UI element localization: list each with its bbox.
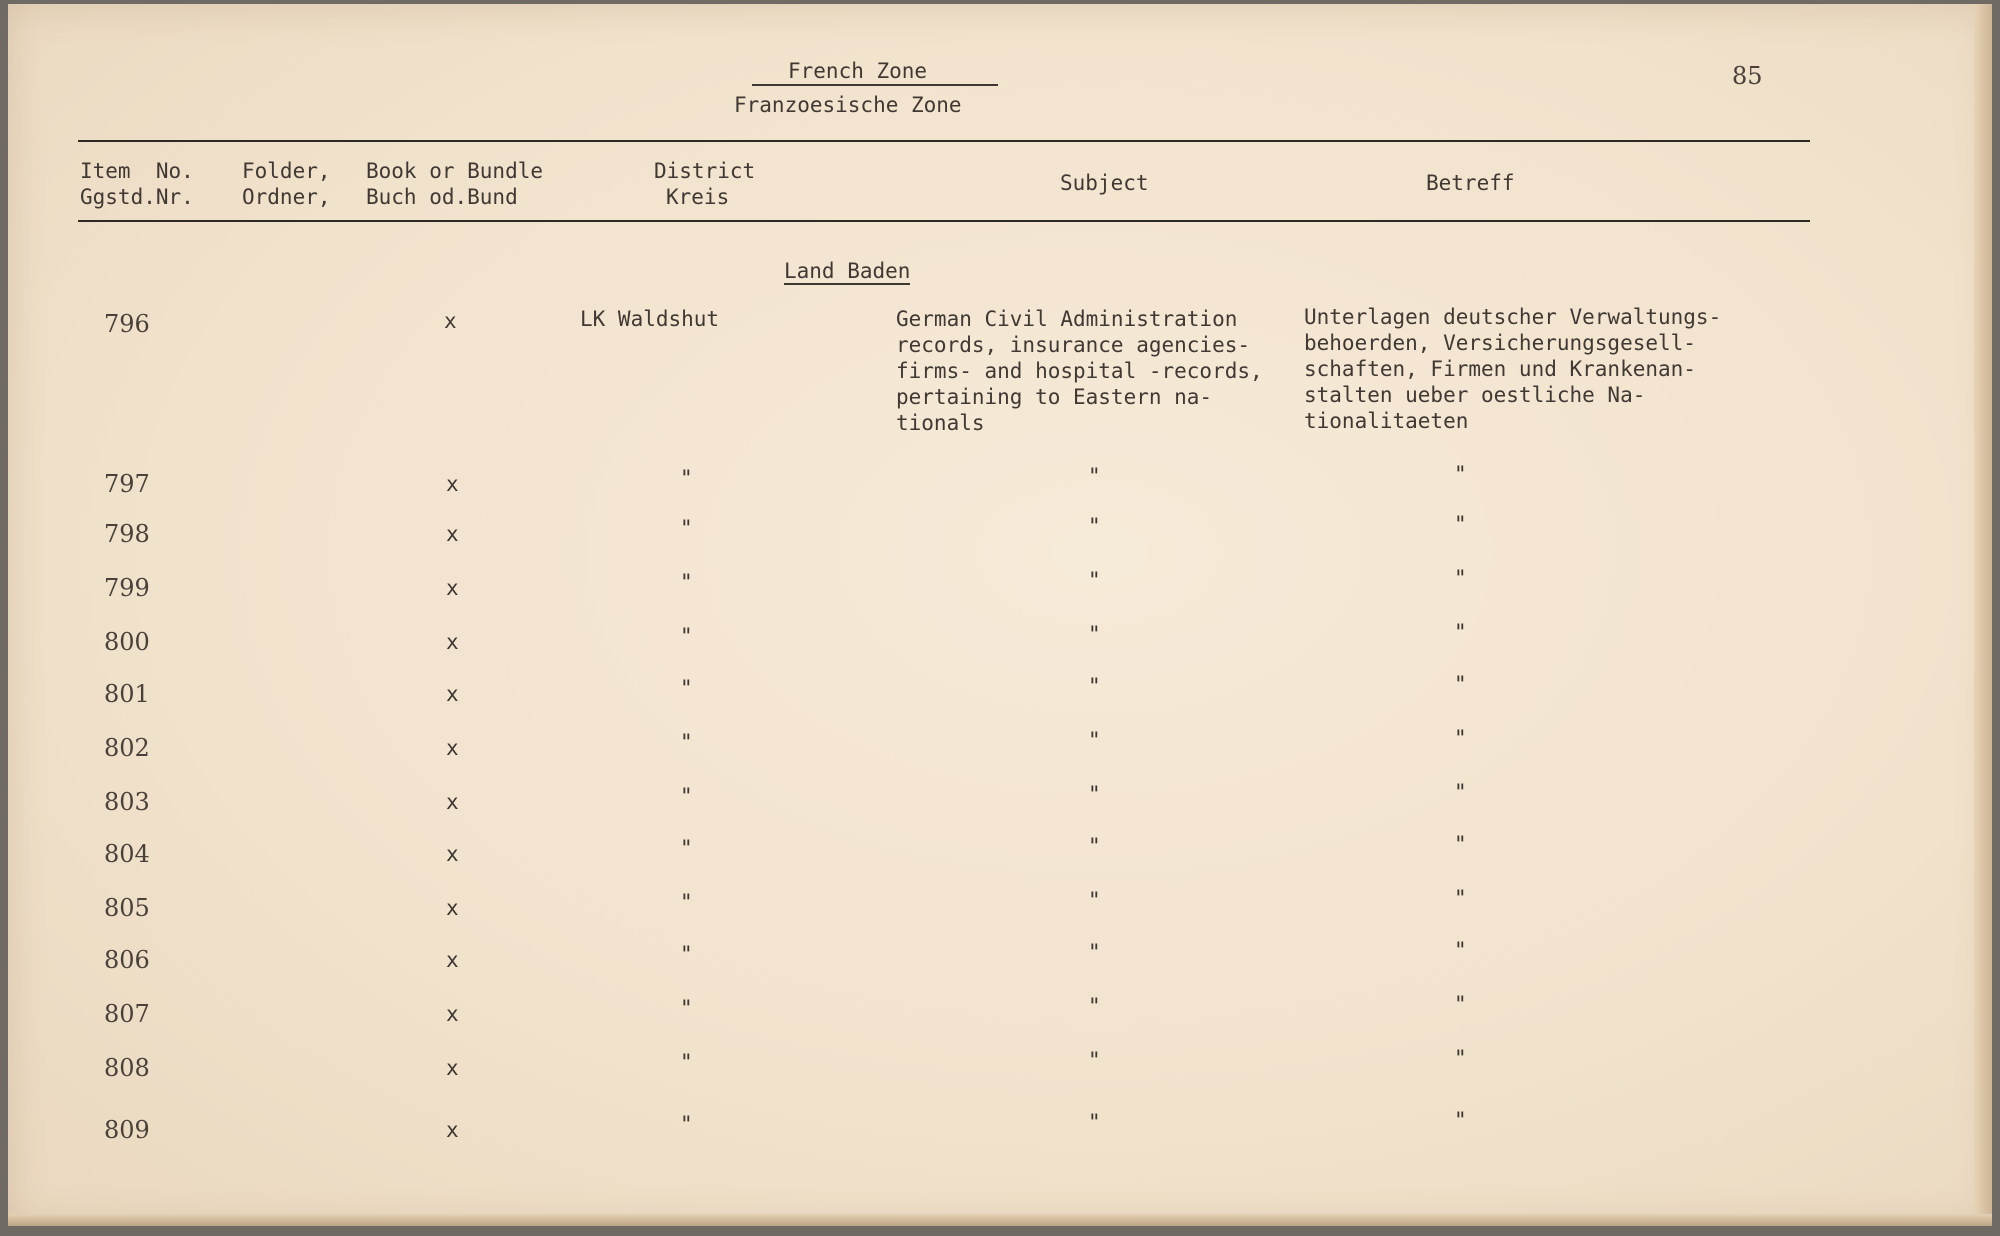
book-mark: x [446,1056,459,1080]
book-mark: x [446,522,459,546]
district-ditto: " [680,996,693,1020]
table-row [8,886,1992,934]
betreff-ditto: " [1454,726,1467,750]
table-row [8,620,1992,668]
book-mark: x [446,842,459,866]
betreff-ditto: " [1454,1108,1467,1132]
item-number: 803 [104,788,150,816]
book-mark: x [446,630,459,654]
table-row [8,832,1992,880]
document-page [8,4,1992,1226]
entry-betreff: Unterlagen deutscher Verwaltungs- behoerden, Versicherungsgesell- schaften, Firmen und Krankenan- stalten ueber oestliche Na- tionalitaeten [1304,305,1722,433]
item-number: 809 [104,1116,150,1144]
book-mark: x [446,472,459,496]
district-ditto: " [680,516,693,540]
betreff-ditto: " [1454,992,1467,1016]
page-edge [1974,4,1992,1226]
subject-ditto: " [1088,622,1101,646]
item-number: 797 [104,470,150,498]
betreff-ditto: " [1454,620,1467,644]
item-number: 808 [104,1054,150,1082]
table-row [8,1108,1992,1156]
district-ditto: " [680,836,693,860]
item-number: 801 [104,680,150,708]
book-mark: x [446,1002,459,1026]
item-number: 804 [104,840,150,868]
table-row [8,992,1992,1040]
table-row [8,566,1992,614]
header-rule-bottom [78,220,1810,222]
subject-ditto: " [1088,940,1101,964]
book-mark: x [446,948,459,972]
zone-title-underline [752,84,998,86]
table-row [8,512,1992,560]
entry-subject: German Civil Administration records, insurance agencies- firms- and hospital -records, pertaining to Eastern na- tionals [896,307,1263,435]
betreff-ditto: " [1454,566,1467,590]
subject-ditto: " [1088,1048,1101,1072]
item-number: 799 [104,574,150,602]
table-row [8,938,1992,986]
district-ditto: " [680,676,693,700]
betreff-ditto: " [1454,938,1467,962]
district-ditto: " [680,624,693,648]
betreff-ditto: " [1454,780,1467,804]
book-mark: x [446,790,459,814]
item-number: 798 [104,520,150,548]
section-heading: Land Baden [784,259,911,283]
book-mark: x [446,682,459,706]
col-header-betreff: Betreff [1426,171,1515,195]
col-header-subject: Subject [1060,171,1149,195]
item-number: 807 [104,1000,150,1028]
district-ditto: " [680,784,693,808]
betreff-ditto: " [1454,512,1467,536]
entry-district: LK Waldshut [580,307,720,331]
subject-ditto: " [1088,782,1101,806]
subject-ditto: " [1088,1110,1101,1134]
district-ditto: " [680,890,693,914]
betreff-ditto: " [1454,462,1467,486]
betreff-ditto: " [1454,1046,1467,1070]
book-mark: x [446,736,459,760]
subject-ditto: " [1088,514,1101,538]
zone-title-en: French Zone [788,59,928,83]
page-number: 85 [1732,62,1763,90]
col-header-book: Book or Bundle Buch od.Bund [366,159,544,209]
book-mark: x [446,896,459,920]
district-ditto: " [680,730,693,754]
subject-ditto: " [1088,464,1101,488]
district-ditto: " [680,942,693,966]
table-row [8,672,1992,720]
district-ditto: " [680,466,693,490]
table-row [8,780,1992,828]
entry-book-mark: x [444,309,457,333]
page-edge-bottom [8,1214,1992,1226]
district-ditto: " [680,1112,693,1136]
header-rule-top [78,140,1810,142]
item-number: 800 [104,628,150,656]
subject-ditto: " [1088,728,1101,752]
item-number: 805 [104,894,150,922]
col-header-folder: Folder, Ordner, [242,159,331,209]
betreff-ditto: " [1454,832,1467,856]
subject-ditto: " [1088,888,1101,912]
entry-item-number: 796 [104,310,150,338]
book-mark: x [446,576,459,600]
table-row [8,462,1992,510]
table-row [8,726,1992,774]
subject-ditto: " [1088,674,1101,698]
col-header-item: Item No. Ggstd.Nr. [80,159,194,209]
district-ditto: " [680,1050,693,1074]
item-number: 802 [104,734,150,762]
betreff-ditto: " [1454,672,1467,696]
col-header-district: District Kreis [654,159,756,209]
item-number: 806 [104,946,150,974]
subject-ditto: " [1088,834,1101,858]
district-ditto: " [680,570,693,594]
zone-title-de: Franzoesische Zone [734,93,962,117]
subject-ditto: " [1088,568,1101,592]
table-row [8,1046,1992,1094]
betreff-ditto: " [1454,886,1467,910]
subject-ditto: " [1088,994,1101,1018]
book-mark: x [446,1118,459,1142]
